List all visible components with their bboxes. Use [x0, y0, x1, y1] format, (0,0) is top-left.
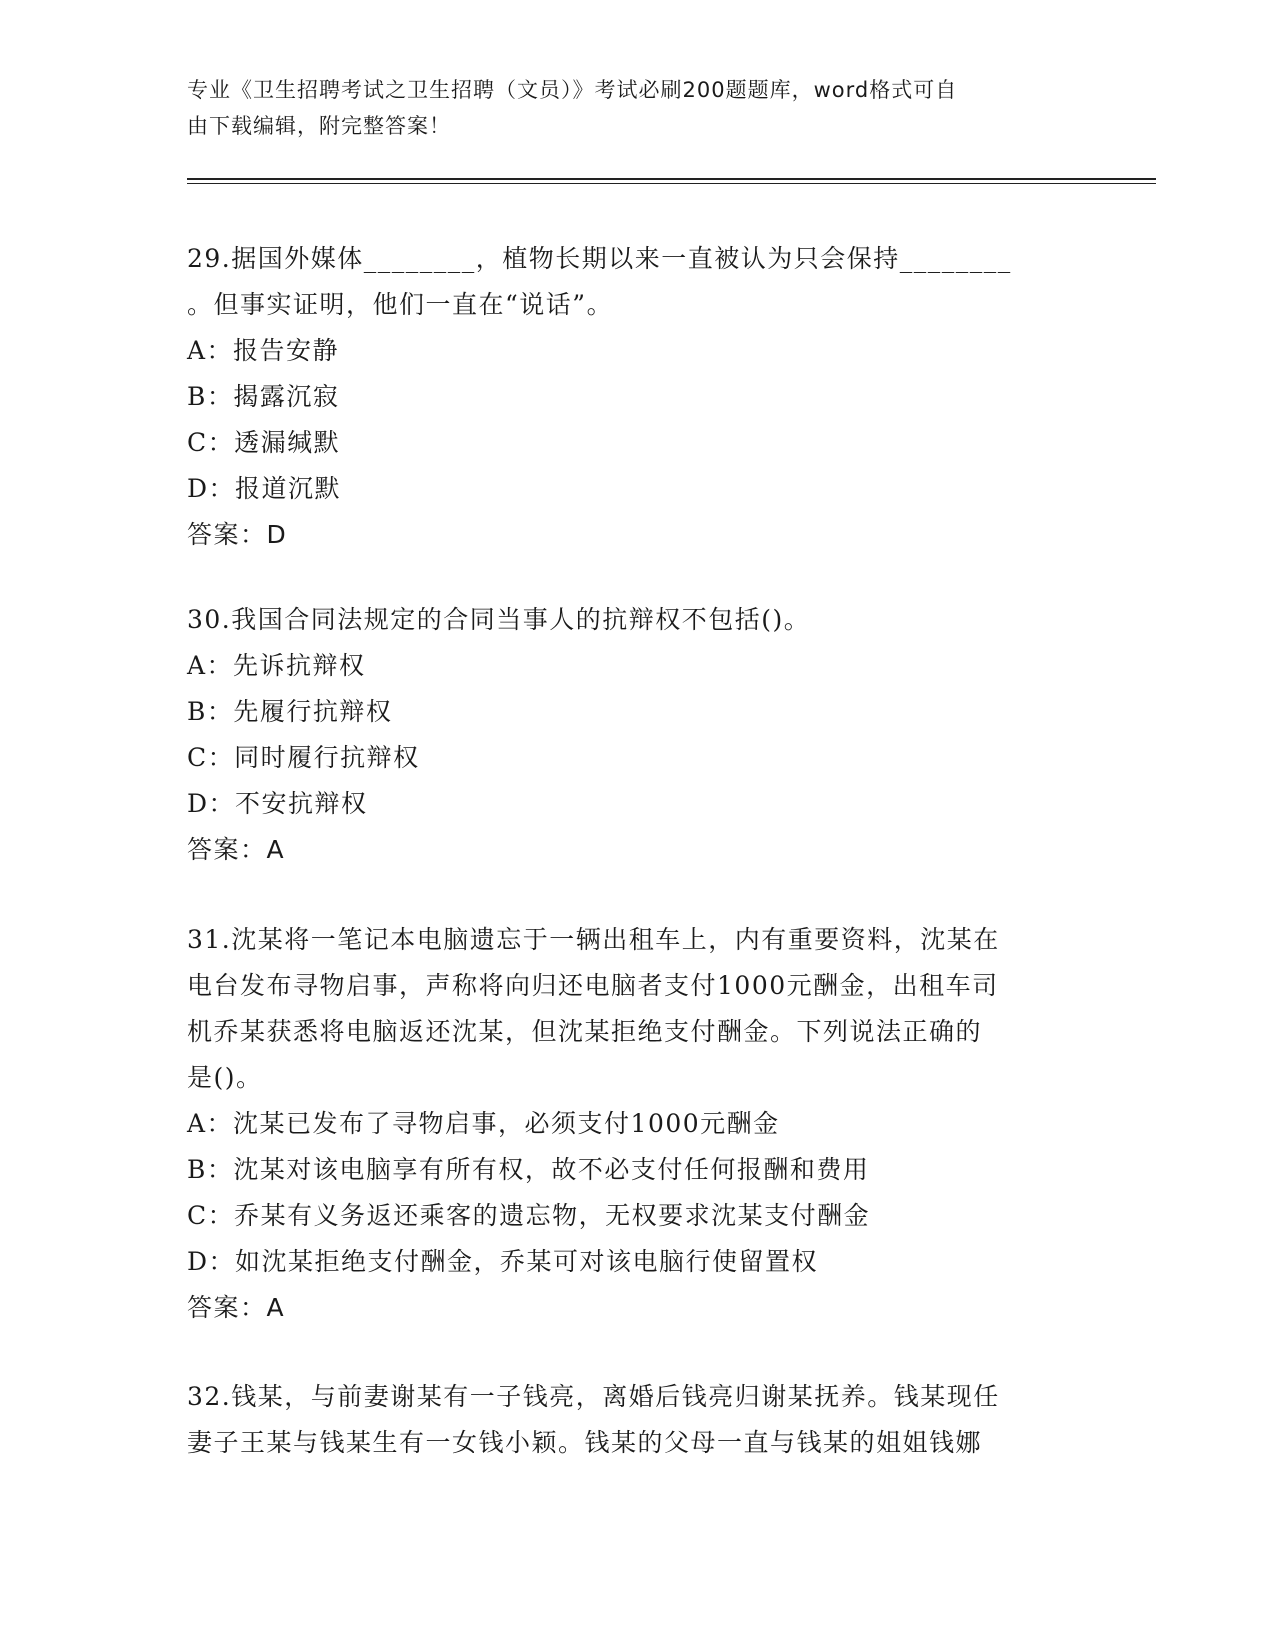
- answer-label: 答案：A: [187, 1293, 286, 1322]
- question-text-line: 机乔某获悉将电脑返还沈某，但沈某拒绝支付酬金。下列说法正确的: [187, 1017, 983, 1046]
- question-30: [187, 597, 1077, 873]
- question-text-line: 31.沈某将一笔记本电脑遗忘于一辆出租车上，内有重要资料，沈某在: [187, 925, 1000, 954]
- option-a: A：沈某已发布了寻物启事，必须支付1000元酬金: [187, 1109, 780, 1138]
- header-rule-thin: [187, 183, 1156, 184]
- question-29: [187, 236, 1077, 558]
- question-32: [187, 1374, 1077, 1466]
- question-31: [187, 917, 1077, 1331]
- option-c: C：同时履行抗辩权: [187, 743, 420, 772]
- option-b: B：沈某对该电脑享有所有权，故不必支付任何报酬和费用: [187, 1155, 870, 1184]
- question-text-line: 30.我国合同法规定的合同当事人的抗辩权不包括()。: [187, 605, 811, 634]
- header-rule-thick: [187, 178, 1156, 180]
- option-c: C：透漏缄默: [187, 428, 341, 457]
- option-a: A：先诉抗辩权: [187, 651, 366, 680]
- option-c: C：乔某有义务返还乘客的遗忘物，无权要求沈某支付酬金: [187, 1201, 871, 1230]
- option-a: A：报告安静: [187, 336, 340, 365]
- answer-label: 答案：D: [187, 520, 288, 549]
- document-header: [187, 72, 1067, 144]
- header-line-2: 由下载编辑，附完整答案！: [187, 114, 451, 138]
- question-text-line: 是()。: [187, 1063, 263, 1092]
- question-text-line: 电台发布寻物启事，声称将向归还电脑者支付1000元酬金，出租车司: [187, 971, 999, 1000]
- option-d: D：如沈某拒绝支付酬金，乔某可对该电脑行使留置权: [187, 1247, 819, 1276]
- question-text-line: 29.据国外媒体________，植物长期以来一直被认为只会保持________: [187, 244, 1012, 273]
- option-d: D：报道沉默: [187, 474, 342, 503]
- question-text-line: 妻子王某与钱某生有一女钱小颖。钱某的父母一直与钱某的姐姐钱娜: [187, 1428, 983, 1457]
- option-b: B：揭露沉寂: [187, 382, 340, 411]
- answer-label: 答案：A: [187, 835, 286, 864]
- option-b: B：先履行抗辩权: [187, 697, 393, 726]
- header-line-1: 专业《卫生招聘考试之卫生招聘（文员）》考试必刷200题题库，word格式可自: [187, 78, 958, 102]
- question-text-line: 32.钱某，与前妻谢某有一子钱亮，离婚后钱亮归谢某抚养。钱某现任: [187, 1382, 1000, 1411]
- question-text-line: 。但事实证明，他们一直在“说话”。: [187, 290, 614, 319]
- option-d: D：不安抗辩权: [187, 789, 368, 818]
